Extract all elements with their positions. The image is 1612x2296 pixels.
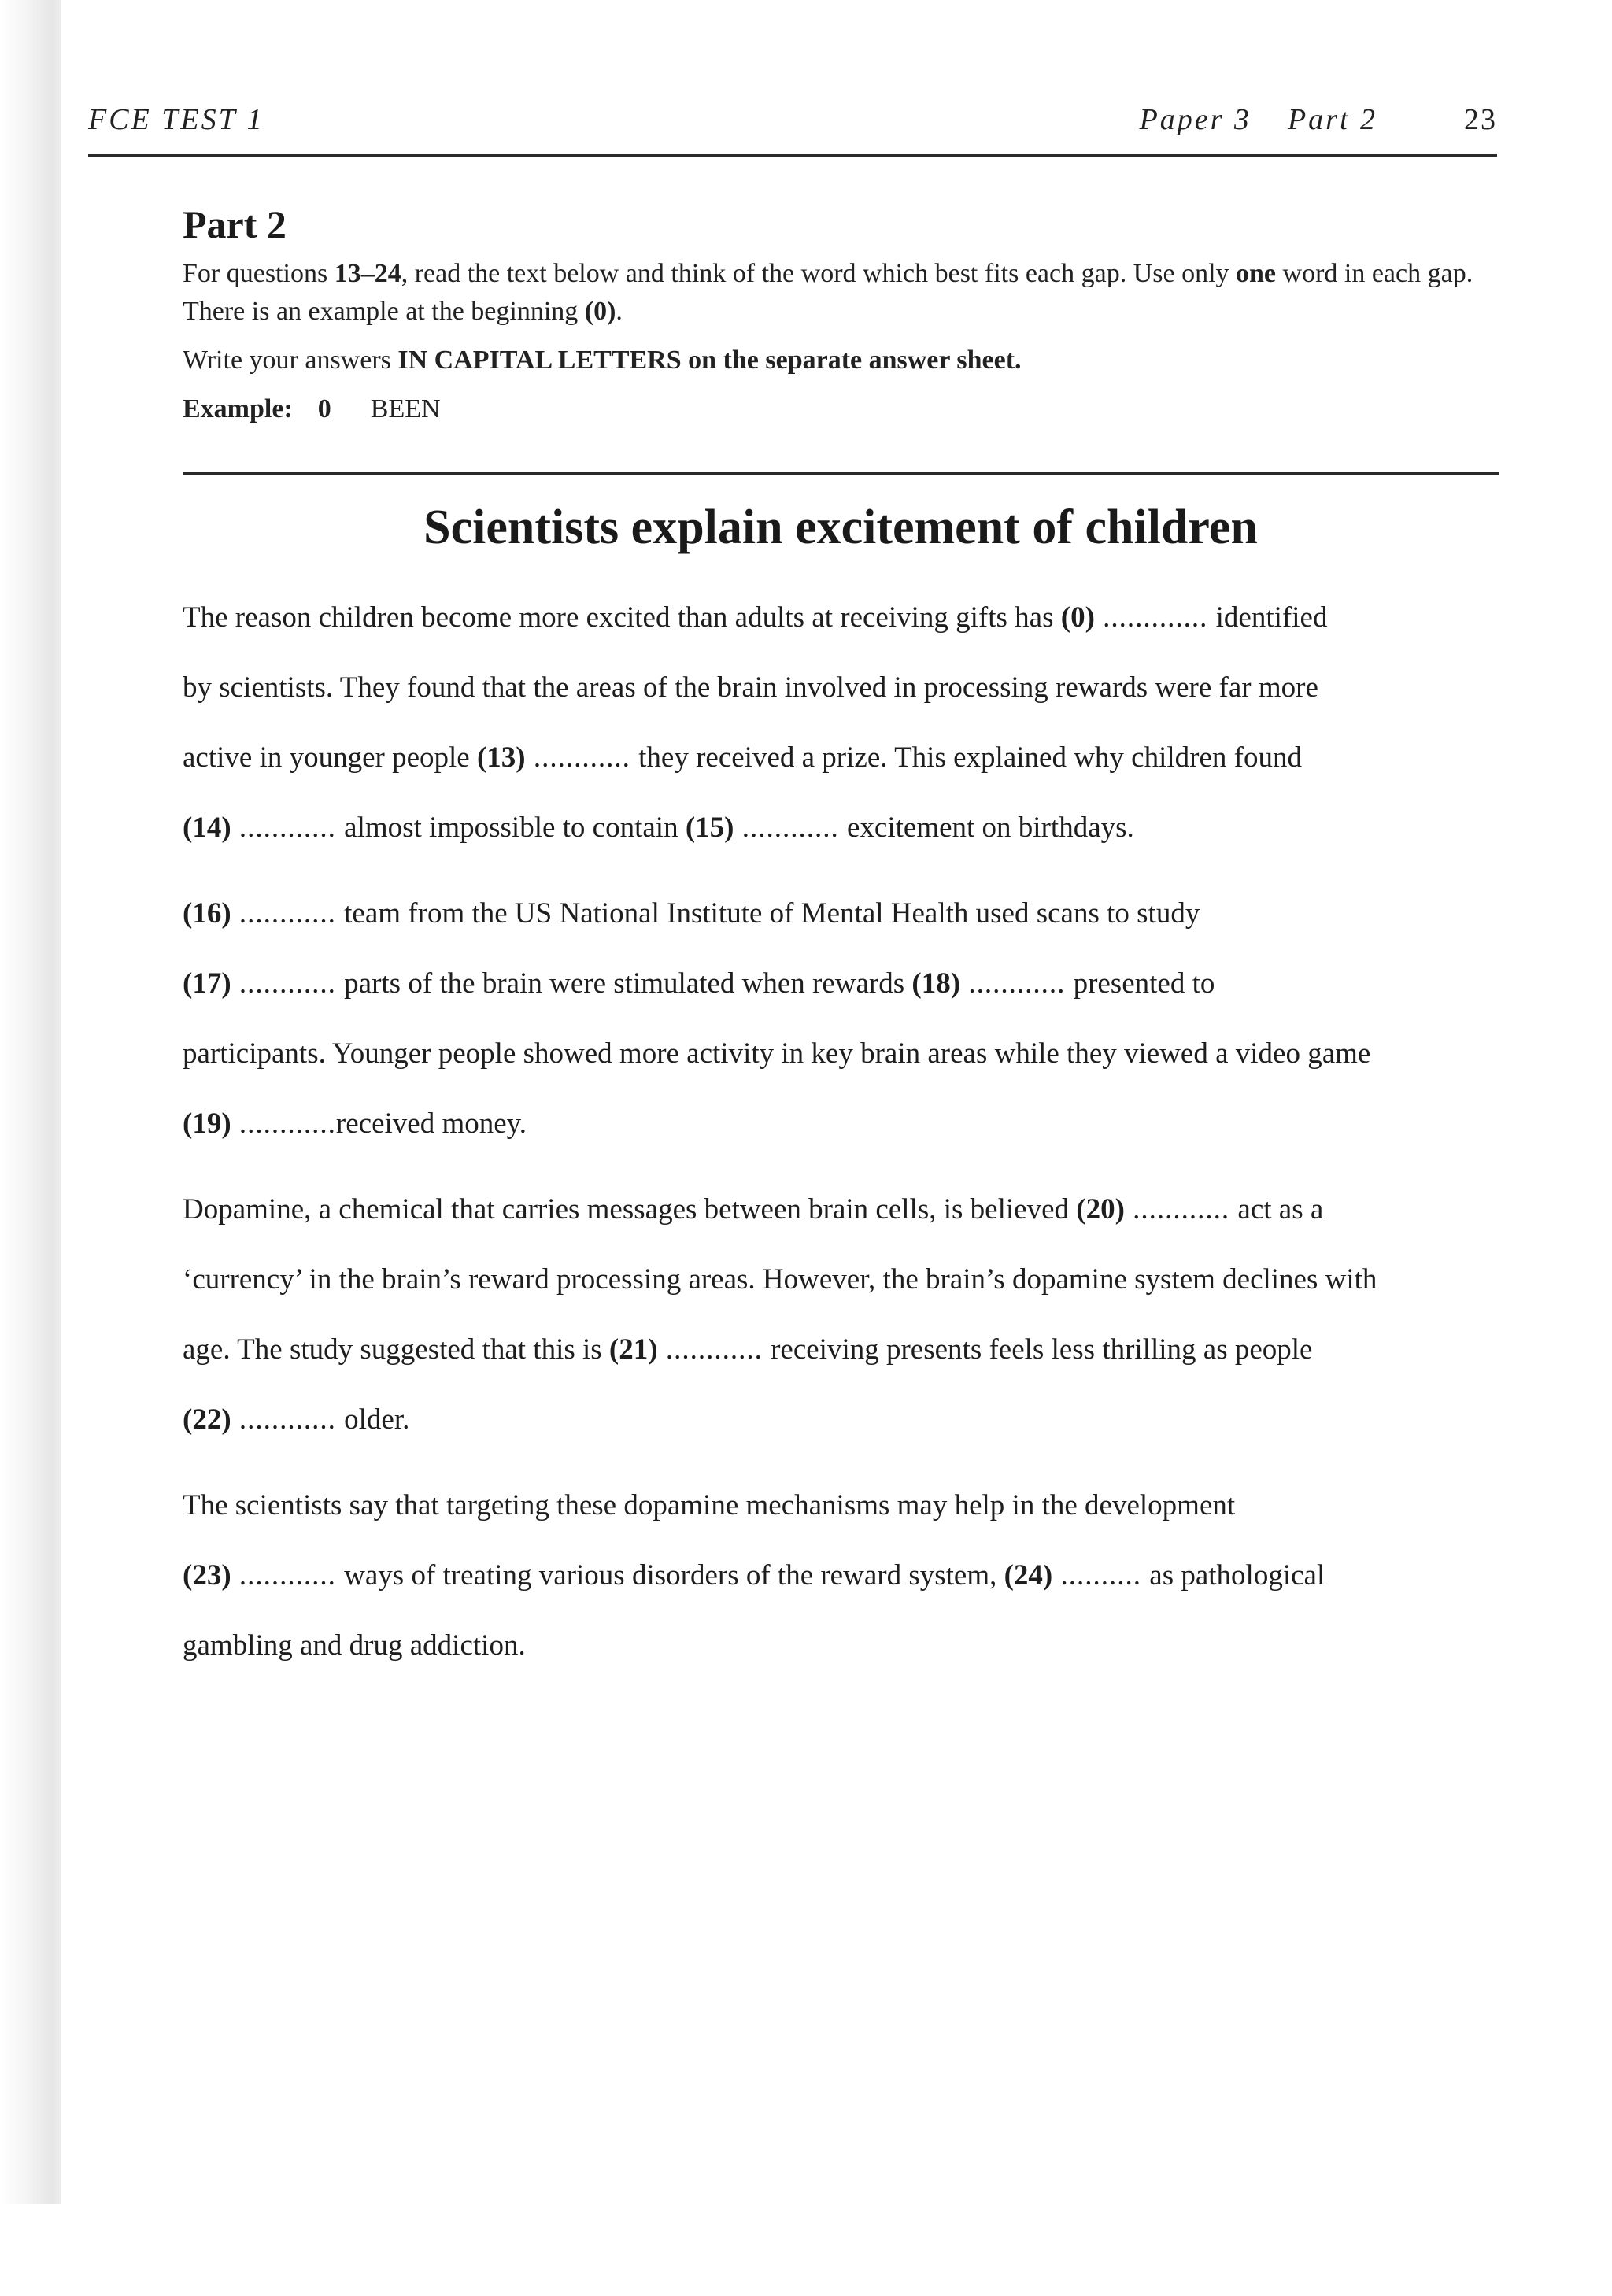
gap-dots: ............ — [231, 1107, 336, 1140]
text-line — [183, 808, 1505, 878]
gap-number: (0) — [1060, 601, 1095, 634]
page-edge-shadow — [0, 0, 61, 2204]
text-line — [183, 598, 1505, 668]
gap-dots: ............ — [231, 897, 345, 930]
text-line — [183, 1400, 1505, 1470]
text-line — [183, 738, 1505, 808]
text-run: receiving presents feels less thrilling as people — [771, 1333, 1313, 1366]
text-line — [183, 1556, 1505, 1626]
part-label: Part 2 — [1287, 103, 1377, 136]
gap-dots: .......... — [1052, 1559, 1150, 1592]
text-run: older. — [344, 1403, 410, 1436]
text-line — [183, 894, 1505, 964]
gap-dots: ............ — [1124, 1193, 1238, 1226]
text-line: gambling and drug addiction. — [183, 1629, 526, 1662]
paragraph-spacer — [183, 878, 1505, 894]
paragraph-spacer — [183, 1174, 1505, 1190]
text-line: The scientists say that targeting these dopamine mechanisms may help in the development — [183, 1489, 1236, 1521]
page-bottom — [0, 2204, 61, 2296]
gap-number: (19) — [183, 1107, 231, 1140]
text-run: active in younger people — [183, 741, 477, 774]
text-run: identified — [1215, 601, 1328, 634]
instruction-text: . — [616, 297, 623, 326]
instruction-paragraph — [183, 255, 1489, 331]
gap-dots: ............ — [231, 967, 345, 1000]
instructions — [183, 255, 1489, 428]
article-title: Scientists explain excitement of children — [423, 501, 1258, 554]
question-range: 13–24 — [334, 259, 401, 288]
gap-dots: ............ — [657, 1333, 771, 1366]
text-run: team from the US National Institute of Mental Health used scans to study — [344, 897, 1200, 930]
page-number: 23 — [1464, 103, 1497, 136]
gap-dots: ............. — [1094, 601, 1216, 634]
text-run: received money. — [335, 1107, 527, 1140]
capital-letters-instruction: IN CAPITAL LETTERS on the separate answer sheet. — [397, 346, 1022, 375]
gap-number: (16) — [183, 897, 231, 930]
example-number: 0 — [317, 394, 331, 423]
example-label: Example: — [183, 394, 293, 423]
text-run: almost impossible to contain — [344, 812, 686, 844]
part-title: Part 2 — [183, 202, 287, 246]
example-answer: BEEN — [370, 394, 441, 423]
gap-number: (21) — [608, 1333, 658, 1366]
gap-number: (18) — [911, 967, 961, 1000]
text-run: act as a — [1237, 1193, 1324, 1226]
text-run: presented to — [1073, 967, 1215, 1000]
text-line — [183, 964, 1505, 1034]
gap-number: (24) — [1004, 1559, 1053, 1592]
gap-number: (15) — [685, 812, 734, 844]
text-run: parts of the brain were stimulated when rewards — [344, 967, 912, 1000]
text-line: ‘currency’ in the brain’s reward processing areas. However, the brain’s dopamine system declines with — [183, 1263, 1377, 1296]
gap-dots: ............ — [525, 741, 639, 774]
gap-number: (14) — [183, 812, 231, 844]
gap-number: (23) — [183, 1559, 231, 1592]
running-header — [88, 102, 1497, 150]
instruction-text: For questions — [183, 259, 335, 288]
paper-label: Paper 3 — [1139, 103, 1252, 136]
emphasis-one: one — [1236, 259, 1277, 288]
example-marker: (0) — [584, 297, 616, 326]
header-rule — [88, 154, 1497, 157]
gap-dots: ............ — [960, 967, 1074, 1000]
header-right — [1140, 102, 1497, 137]
section-rule — [183, 472, 1499, 475]
instruction-text: Write your answers — [183, 346, 398, 375]
example-line — [183, 390, 1489, 428]
gap-number: (22) — [183, 1403, 231, 1436]
text-run: age. The study suggested that this is — [183, 1333, 609, 1366]
article-body — [183, 598, 1505, 1696]
gap-number: (17) — [183, 967, 231, 1000]
text-line: participants. Younger people showed more activity in key brain areas while they viewed a video game — [183, 1037, 1371, 1070]
gap-dots: ............ — [734, 812, 847, 844]
gap-dots: ............ — [231, 1403, 345, 1436]
gap-dots: ............ — [231, 1559, 345, 1592]
text-run: ways of treating various disorders of the reward system, — [344, 1559, 1004, 1592]
gap-number: (20) — [1076, 1193, 1125, 1226]
answer-instruction — [183, 342, 1489, 379]
instruction-text: word in each gap. There is an example at the beginning — [183, 259, 1473, 326]
text-line: by scientists. They found that the areas of the brain involved in processing rewards were far more — [183, 671, 1318, 704]
text-run: they received a prize. This explained why children found — [638, 741, 1302, 774]
text-run: as pathological — [1149, 1559, 1325, 1592]
test-name: FCE TEST 1 — [88, 103, 264, 136]
text-line — [183, 1330, 1505, 1400]
gap-number: (13) — [476, 741, 526, 774]
text-run: Dopamine, a chemical that carries messages between brain cells, is believed — [183, 1193, 1077, 1226]
paragraph-spacer — [183, 1470, 1505, 1486]
gap-dots: ............ — [231, 812, 345, 844]
instruction-text: , read the text below and think of the word which best fits each gap. Use only — [401, 259, 1237, 288]
text-run: excitement on birthdays. — [847, 812, 1134, 844]
text-run: The reason children become more excited than adults at receiving gifts has — [183, 601, 1061, 634]
text-line — [183, 1104, 1505, 1174]
text-line — [183, 1190, 1505, 1260]
